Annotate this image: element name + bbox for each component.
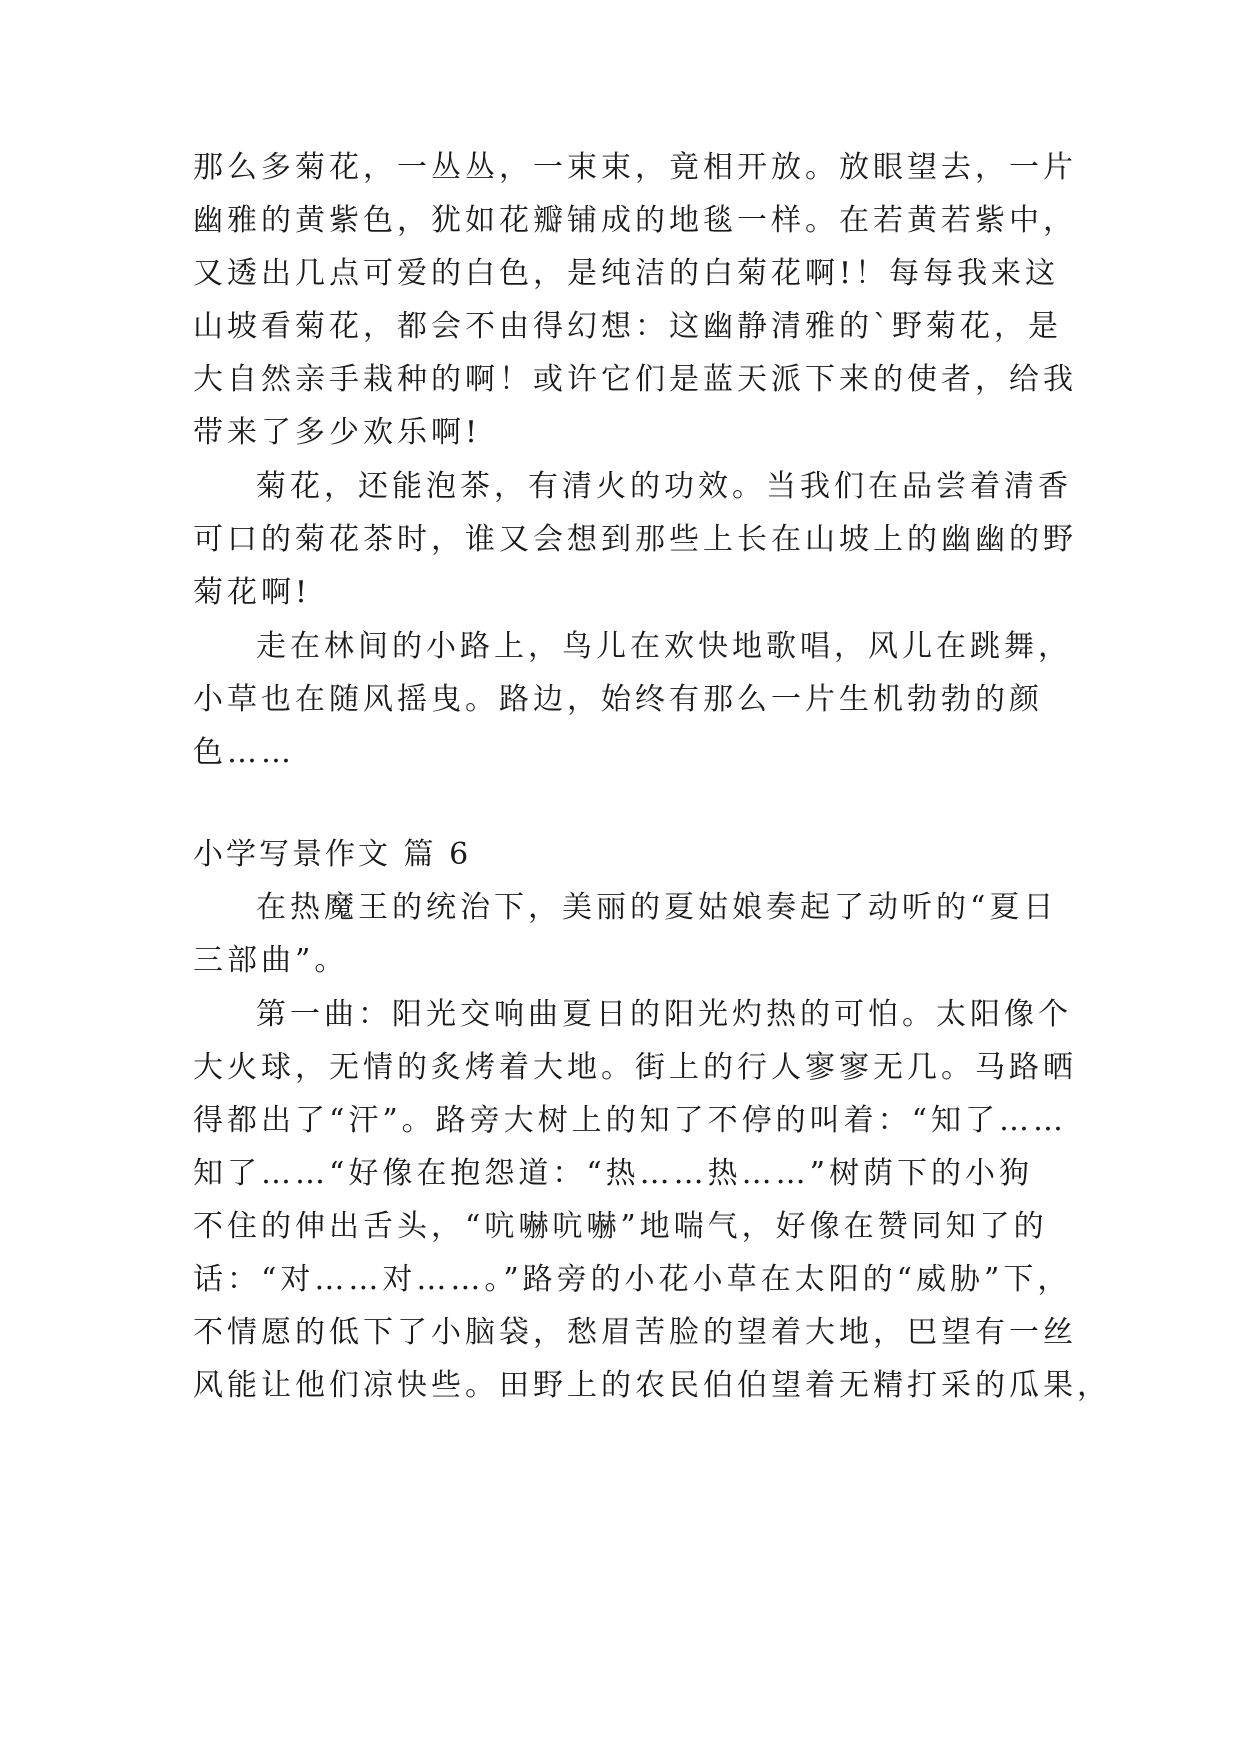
paragraph-line: 菊花啊! xyxy=(193,575,312,610)
paragraph-line: 不住的伸出舌头，“吭嚇吭嚇”地喘气，好像在赞同知了的 xyxy=(193,1209,1048,1244)
paragraph-line: 山坡看菊花，都会不由得幻想：这幽静清雅的`野菊花，是 xyxy=(193,309,1062,344)
paragraph-line: 风能让他们凉快些。田野上的农民伯伯望着无精打采的瓜果， xyxy=(193,1368,1111,1403)
paragraph-line: 色…… xyxy=(193,735,295,770)
paragraph-line: 三部曲”。 xyxy=(193,943,349,978)
paragraph-line: 又透出几点可爱的白色，是纯洁的白菊花啊!！每每我来这 xyxy=(193,256,1060,291)
paragraph-line: 话：“对……对……。”路旁的小花小草在太阳的“威胁”下， xyxy=(193,1262,1072,1297)
paragraph-line: 不情愿的低下了小脑袋，愁眉苦脸的望着大地，巴望有一丝 xyxy=(193,1315,1077,1350)
paragraph-line: 可口的菊花茶时，谁又会想到那些上长在山坡上的幽幽的野 xyxy=(193,522,1077,557)
paragraph-line: 得都出了“汗”。路旁大树上的知了不停的叫着：“知了…… xyxy=(193,1103,1068,1138)
paragraph-line: 带来了多少欢乐啊! xyxy=(193,415,482,450)
paragraph-line: 在热魔王的统治下，美丽的夏姑娘奏起了动听的“夏日 xyxy=(256,890,1058,925)
paragraph-line: 知了……“好像在抱怨道：“热……热……”树荫下的小狗 xyxy=(193,1156,1034,1191)
section-title: 小学写景作文 篇 6 xyxy=(193,837,472,872)
paragraph-line: 第一曲：阳光交响曲夏日的阳光灼热的可怕。太阳像个 xyxy=(256,997,1072,1032)
paragraph-line: 走在林间的小路上，鸟儿在欢快地歌唱，风儿在跳舞， xyxy=(256,629,1072,664)
paragraph-line: 菊花，还能泡茶，有清火的功效。当我们在品尝着清香 xyxy=(256,469,1072,504)
paragraph-line: 大火球，无情的炙烤着大地。街上的行人寥寥无几。马路晒 xyxy=(193,1050,1077,1085)
paragraph-line: 大自然亲手栽种的啊！或许它们是蓝天派下来的使者，给我 xyxy=(193,362,1077,397)
paragraph-line: 幽雅的黄紫色，犹如花瓣铺成的地毯一样。在若黄若紫中， xyxy=(193,203,1077,238)
paragraph-line: 那么多菊花，一丛丛，一束束，竟相开放。放眼望去，一片 xyxy=(193,150,1077,185)
paragraph-line: 小草也在随风摇曳。路边，始终有那么一片生机勃勃的颜 xyxy=(193,682,1043,717)
